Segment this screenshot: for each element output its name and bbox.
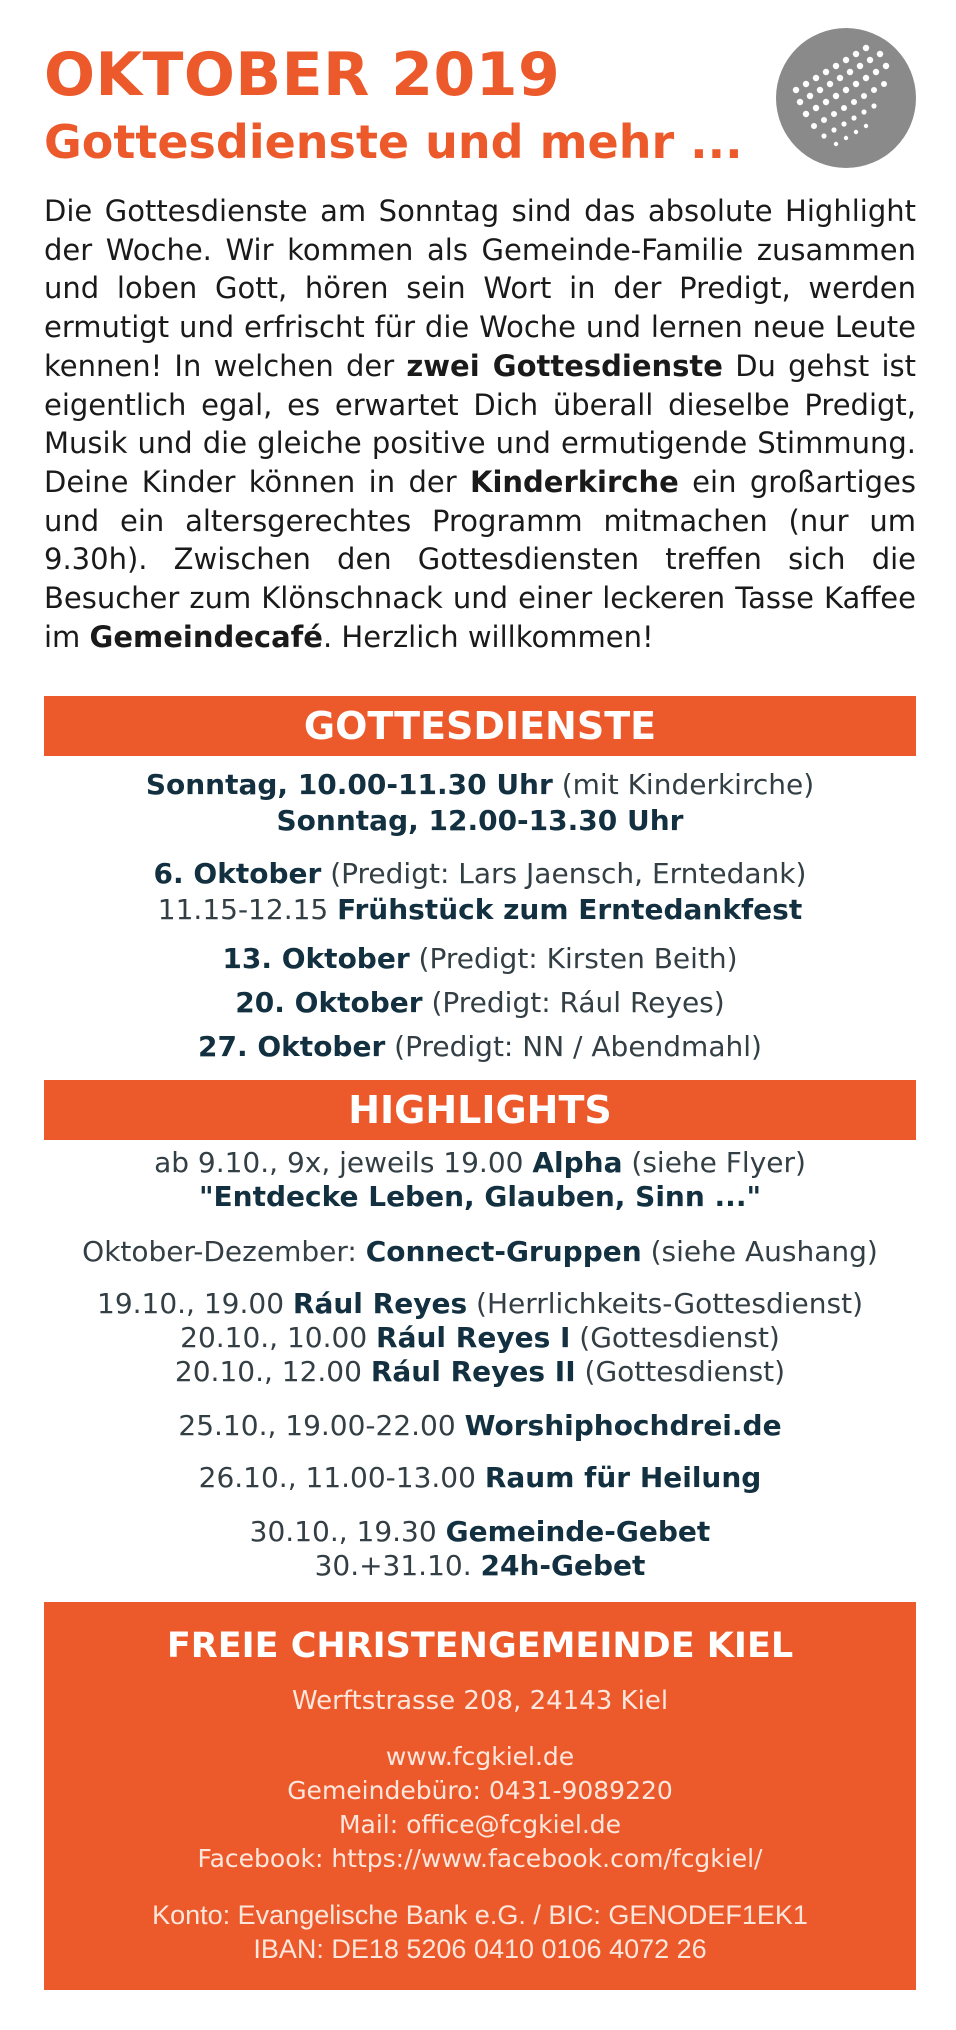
footer-title: FREIE CHRISTENGEMEINDE KIEL	[166, 1626, 794, 1666]
highlight-24h-gebet: 30.+31.10. 24h-Gebet	[314, 1549, 646, 1582]
highlight-gebet: 30.10., 19.30 Gemeinde-Gebet	[249, 1515, 711, 1548]
footer-office-phone: Gemeindebüro: 0431-9089220	[287, 1776, 673, 1805]
flyer-page	[44, 0, 917, 1964]
page-subtitle: Gottesdienste und mehr ...	[44, 115, 743, 169]
highlight-reyes-2: 20.10., 10.00 Rául Reyes I (Gottesdienst)	[180, 1321, 780, 1354]
gottesdienste-heading: GOTTESDIENSTE	[44, 696, 916, 756]
highlight-reyes-3: 20.10., 12.00 Rául Reyes II (Gottesdienst)	[174, 1355, 786, 1388]
highlight-reyes-1: 19.10., 19.00 Rául Reyes (Herrlichkeits-Gottesdienst)	[97, 1287, 863, 1320]
footer-bank-account: Konto: Evangelische Bank e.G. / BIC: GENODEF1EK1	[152, 1900, 808, 1930]
service-date-1-breakfast: 11.15-12.15 Frühstück zum Erntedankfest	[157, 893, 803, 926]
church-logo-icon	[776, 28, 916, 168]
service-date-3: 20. Oktober (Predigt: Rául Reyes)	[235, 986, 725, 1019]
highlight-kinderkirche: Kinderkirche	[469, 464, 679, 499]
highlight-gemeindecafe: Gemeindecafé	[89, 619, 323, 654]
service-time-1: Sonntag, 10.00-11.30 Uhr (mit Kinderkirche)	[145, 768, 815, 801]
footer-facebook: Facebook: https://www.facebook.com/fcgkiel/	[197, 1844, 763, 1873]
highlight-alpha: ab 9.10., 9x, jeweils 19.00 Alpha (siehe Flyer)	[154, 1146, 806, 1179]
highlight-two-services: zwei Gottesdienste	[406, 348, 723, 383]
highlight-connect: Oktober-Dezember: Connect-Gruppen (siehe Aushang)	[82, 1235, 878, 1268]
highlight-alpha-subtitle: "Entdecke Leben, Glauben, Sinn ..."	[198, 1180, 762, 1213]
footer-address: Werftstrasse 208, 24143 Kiel	[291, 1686, 669, 1716]
footer-mail: Mail: office@fcgkiel.de	[338, 1810, 622, 1839]
service-date-1: 6. Oktober (Predigt: Lars Jaensch, Erntedank)	[153, 857, 807, 890]
service-date-2: 13. Oktober (Predigt: Kirsten Beith)	[222, 942, 738, 975]
footer-iban: IBAN: DE18 5206 0410 0106 4072 26	[253, 1934, 707, 1964]
contact-footer	[44, 1602, 916, 1990]
intro-paragraph: Die Gottesdienste am Sonntag sind das absolute Highlight der Woche. Wir kommen als Gemeinde-Familie zusammen und loben Gott, hören sein Wort in der Predigt, werden ermutigt und erfrischt für die Woche und lernen neue Leute kennen! In welchen der zwei Gottesdienste Du gehst ist eigentlich egal, es erwartet Dich überall dieselbe Predigt, Musik und die gleiche positive und ermutigende Stimmung. Deine Kinder können in der Kinderkirche ein großartiges und ein altersgerechtes Programm mitmachen (nur um 9.30h). Zwischen den Gottesdiensten treffen sich die Besucher zum Klönschnack und einer leckeren Tasse Kaffee im Gemeindecafé. Herzlich willkommen!	[44, 194, 917, 654]
service-time-2: Sonntag, 12.00-13.30 Uhr	[276, 804, 684, 837]
header	[44, 0, 916, 190]
page-title: OKTOBER 2019	[44, 40, 561, 110]
highlights-heading: HIGHLIGHTS	[44, 1080, 916, 1140]
highlight-heilung: 26.10., 11.00-13.00 Raum für Heilung	[198, 1461, 762, 1494]
service-date-4: 27. Oktober (Predigt: NN / Abendmahl)	[198, 1030, 762, 1063]
footer-website: www.fcgkiel.de	[385, 1742, 575, 1771]
highlight-worship: 25.10., 19.00-22.00 Worshiphochdrei.de	[178, 1409, 782, 1442]
